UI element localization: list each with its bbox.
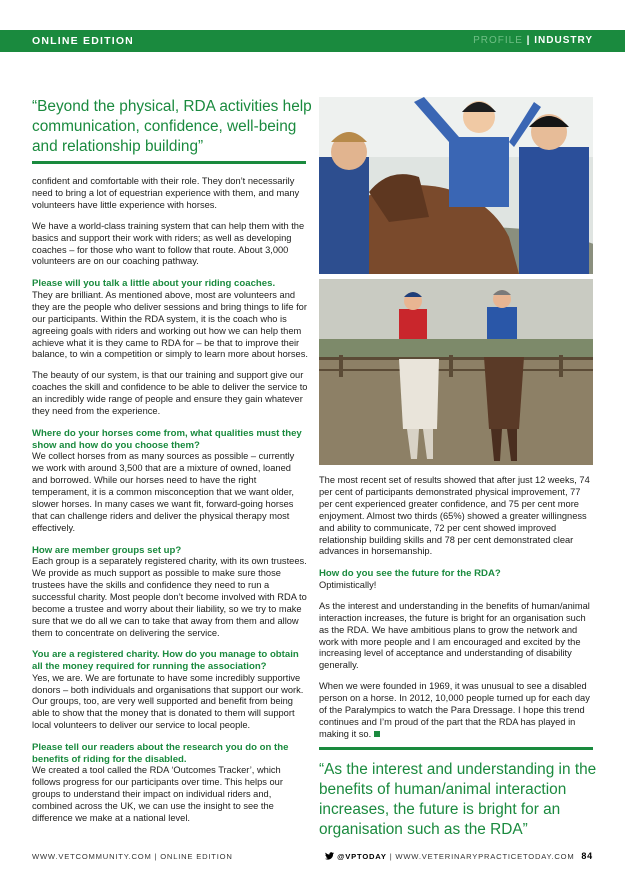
edition-label: ONLINE EDITION [32,35,134,47]
body-paragraph: Yes, we are. We are fortunate to have some incredibly supportive donors – both individuals and organisations that support our work. Our groups, too, are very well supported and benefit from being able to show that the money that is donated to them will support local volunteers to deliver our service to local people. [32,672,304,731]
body-paragraph: Optimistically! [319,579,377,590]
section-industry: INDUSTRY [534,35,593,46]
footer-left: WWW.VETCOMMUNITY.COM | ONLINE EDITION [32,852,233,861]
section-heading: You are a registered charity. How do you manage to obtain all the money required for running the association? [32,649,299,673]
end-of-article-square-icon [374,731,380,737]
section-heading: Where do your horses come from, what qualities must they show and how do you choose them? [32,428,302,451]
twitter-bird-icon [325,852,334,860]
body-paragraph: We have a world-class training system that can help them with the basics and support their work with riders; as well as developing coaches – for those who want to follow that route. About 3,000 volunteers are on our coaching pathway. [32,220,305,267]
quote-divider-top [32,161,306,164]
body-paragraph: They are brilliant. As mentioned above, most are volunteers and they are the people who deliver sessions and bring things to life for our participants. Within the RDA system, it is the coach who is agreeing goals with riders and working out how we can help them achieve what it is they came to RDA for – be that to improve their balance, to win a competition or simply to learn more about horses. [32,289,308,360]
section-separator: | [526,35,531,46]
left-text-column [32,176,308,825]
section-heading: Please will you talk a little about your riding coaches. [32,278,276,290]
right-text-column [319,475,595,741]
quote-divider-bottom [319,747,593,750]
section-labels [473,35,593,46]
section-profile: PROFILE [473,35,523,46]
pull-quote-top: “Beyond the physical, RDA activities help communication, confidence, well-being and relationship building” [32,98,312,155]
body-paragraph: The beauty of our system, is that our training and support give our coaches the skill and confidence to be able to deliver the service to an incredibly wide range of people and ensure they gain whatever they need from the experience. [32,370,308,417]
footer-right [325,851,593,861]
footer-website: | WWW.VETERINARYPRACTICETODAY.COM [389,852,575,861]
section-heading: How are member groups set up? [32,544,182,556]
body-paragraph: As the interest and understanding in the benefits of human/animal interaction increases, the future is bright for an organisation such as the RDA. We have ambitious plans to grow the network and work with more people and I am encouraged and excited by the increasing level of acceptance and understanding of disability generally. [319,600,590,671]
section-heading: Please tell our readers about the research you do on the benefits of riding for the disabled. [32,742,289,765]
photo-rider-cheering [319,97,593,274]
body-paragraph: We collect horses from as many sources as possible – currently we work with around 3,500 that are a mixture of owned, loaned and borrowed. While our horses need to have the right temperament, it is a common misconception that we want older, slower horses. In many cases we want fit, forward-going horses that can challenge riders and deliver the physical therapy most effectively. [32,451,295,533]
body-paragraph: We created a tool called the RDA ‘Outcomes Tracker’, which follows progress for our participants over time. This helps our groups to understand their impact on individual riders and, combined across the UK, we can use the insight to see the difference we make at a national level. [32,765,283,823]
photo-riders-in-arena [319,279,593,465]
pull-quote-bottom: “As the interest and understanding in the benefits of human/animal interaction increases, the future is bright for an organisation such as the RDA” [319,761,597,838]
body-paragraph: The most recent set of results showed that after just 12 weeks, 74 per cent of participants demonstrated physical improvement, 77 per cent experienced greater confidence, and 75 per cent more enjoyment. Almost two thirds (65%) showed a greater willingness and ability to communicate, 72 per cent showed improved relationship building skills and 78 per cent demonstrated clear advances in horsemanship. [319,475,590,557]
section-heading: How do you see the future for the RDA? [319,568,501,580]
header-bar [0,30,625,52]
body-paragraph: Each group is a separately registered charity, with its own trustees. We provide as much support as possible to make sure those trustees have the skills and confidence they need to run a successful charity. Most people don’t become involved with RDA to become a trustee and worry about their liability, so we try to make sure that we do all we can to take that away from them and allow them to concentrate on delivering the service. [32,556,307,638]
footer-twitter-handle: @VPTODAY [337,852,387,861]
body-paragraph: confident and comfortable with their role. They don’t necessarily need to bring a lot of equestrian experience with them, and many volunteers have little experience with horses. [32,176,300,210]
page-number: 84 [581,851,593,861]
body-paragraph: When we were founded in 1969, it was unusual to see a disabled person on a horse. In 2012, 10,000 people turned up for each day of the Paralympics to watch the Para Dressage. I hope this trend continues and I’m proud of the part that the RDA has played in making it so. [319,681,590,739]
